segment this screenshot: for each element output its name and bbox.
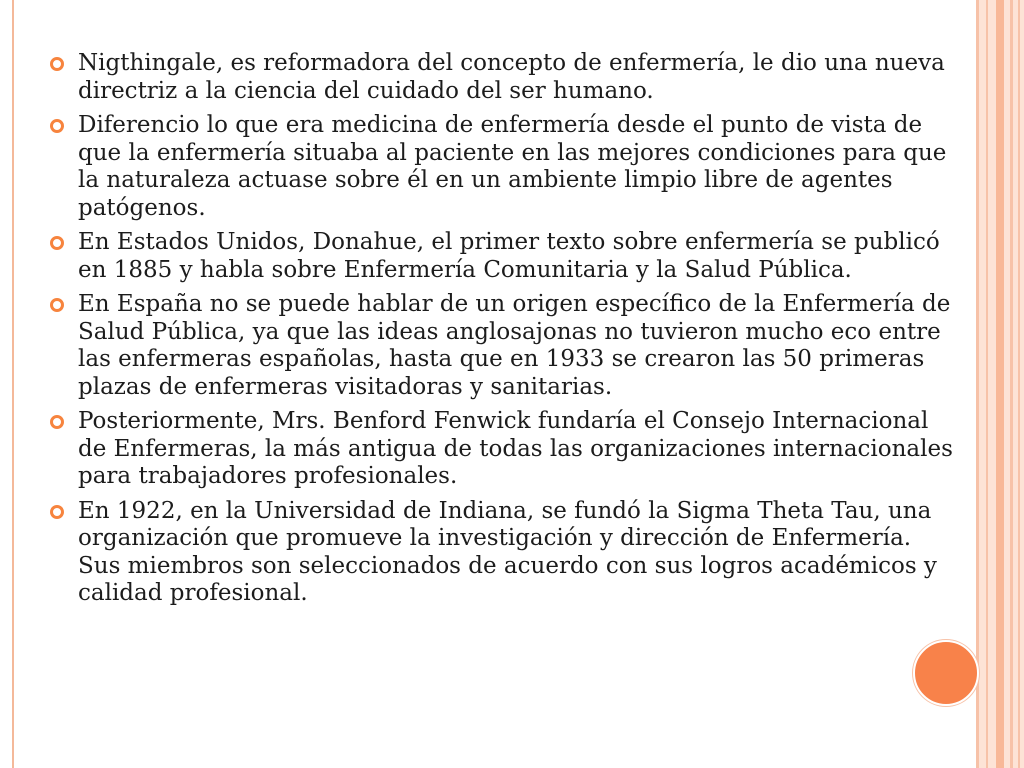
list-item <box>46 229 956 284</box>
bullet-text: En 1922, en la Universidad de Indiana, se fundó la Sigma Theta Tau, una organización que promueve la investigación y dirección de Enfermería. Sus miembros son seleccionados de acuerdo con sus logros académicos y calidad profesional. <box>78 497 937 606</box>
ring-bullet-icon <box>50 236 64 250</box>
bullet-list <box>46 50 956 615</box>
ring-bullet-icon <box>50 57 64 71</box>
ring-bullet-icon <box>50 505 64 519</box>
ring-bullet-icon <box>50 298 64 312</box>
stripe <box>986 0 988 768</box>
bullet-text: Posteriormente, Mrs. Benford Fenwick fundaría el Consejo Internacional de Enfermeras, la más antigua de todas las organizaciones internacionales para trabajadores profesionales. <box>78 408 953 489</box>
list-item <box>46 291 956 401</box>
bullet-text: En España no se puede hablar de un origen específico de la Enfermería de Salud Pública, ya que las ideas anglosajonas no tuvieron mucho eco entre las enfermeras españolas, hasta que en 1933 se crearon las 50 primeras plazas de enfermeras visitadoras y sanitarias. <box>78 291 951 400</box>
ring-bullet-icon <box>50 415 64 429</box>
stripe <box>1018 0 1020 768</box>
list-item <box>46 498 956 608</box>
list-item <box>46 408 956 491</box>
stripe <box>996 0 1004 768</box>
stripe <box>1010 0 1013 768</box>
stripe <box>976 0 979 768</box>
list-item <box>46 50 956 105</box>
bullet-text: Nigthingale, es reformadora del concepto de enfermería, le dio una nueva directriz a la ciencia del cuidado del ser humano. <box>78 50 945 104</box>
left-border-line <box>12 0 14 768</box>
orange-circle-decoration <box>913 640 979 706</box>
right-decorative-stripes <box>976 0 1024 768</box>
bullet-text: En Estados Unidos, Donahue, el primer texto sobre enfermería se publicó en 1885 y habla sobre Enfermería Comunitaria y la Salud Pública. <box>78 229 940 283</box>
list-item <box>46 112 956 222</box>
bullet-text: Diferencio lo que era medicina de enfermería desde el punto de vista de que la enfermería situaba al paciente en las mejores condiciones para que la naturaleza actuase sobre él en un ambiente limpio libre de agentes patógenos. <box>78 112 947 221</box>
ring-bullet-icon <box>50 119 64 133</box>
